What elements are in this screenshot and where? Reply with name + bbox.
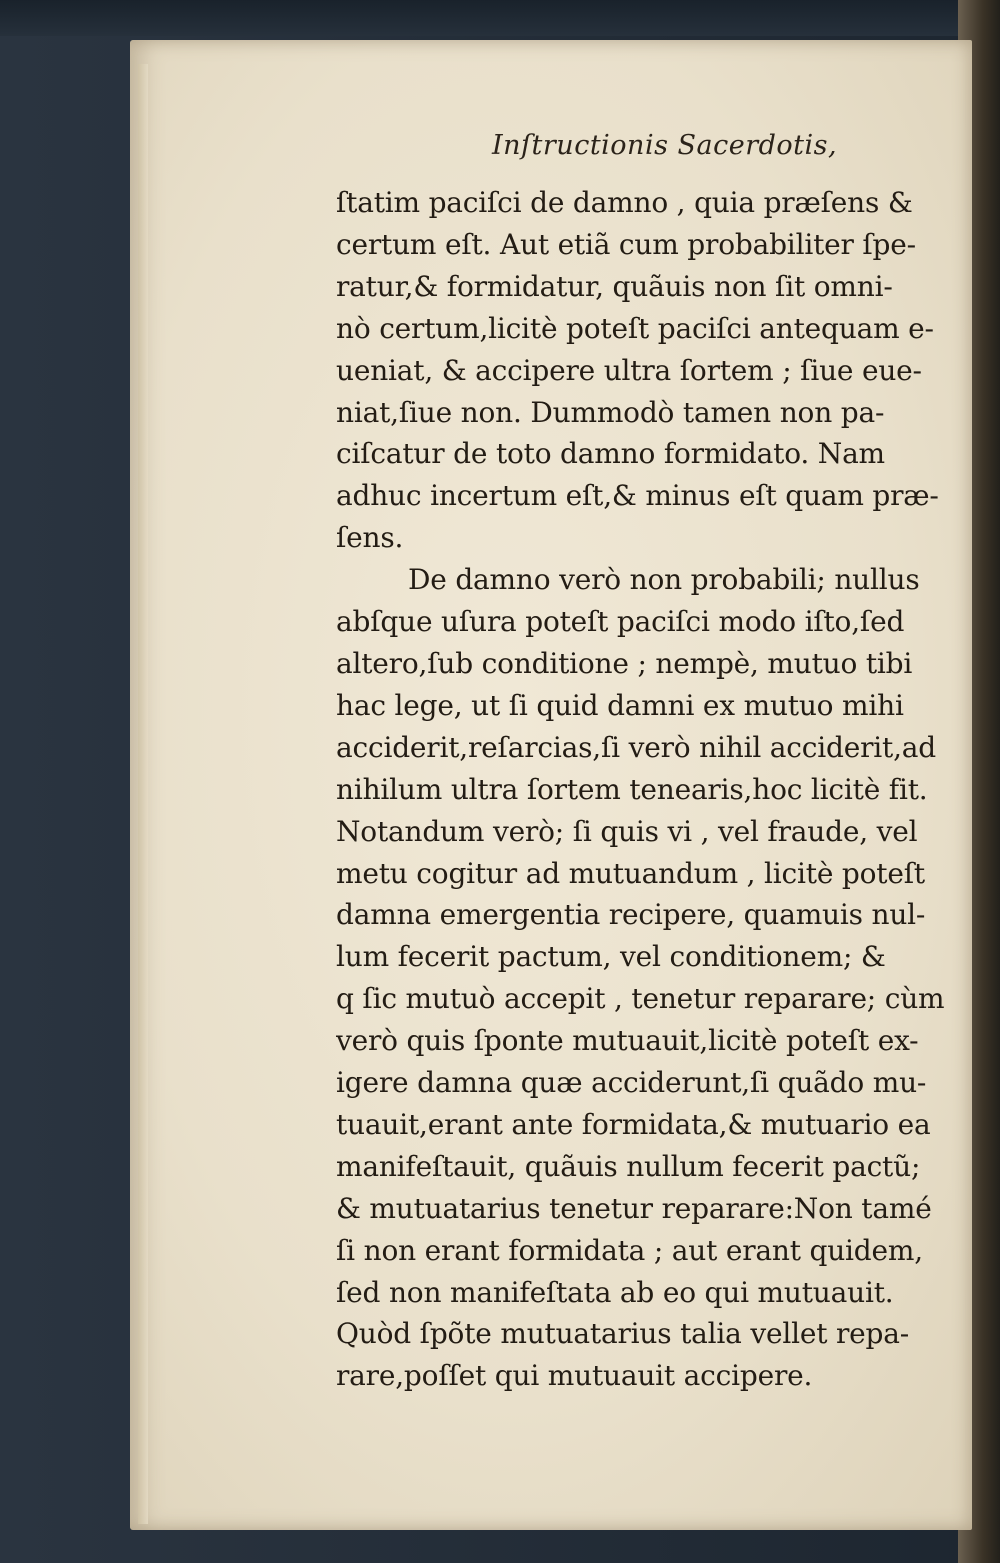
paragraph-first-line: De damno verò non probabili; nullus (408, 563, 920, 597)
text-line: acciderit,reſarcias,ſi verò nihil acciderit,ad (336, 730, 936, 764)
text-line: ciſcatur de toto damno formidato. Nam (336, 437, 885, 471)
text-line: hac lege, ut ſi quid damni ex mutuo mihi (336, 688, 904, 722)
text-line: niat,ſiue non. Dummodò tamen non pa- (336, 395, 885, 429)
text-line: q ſic mutuò accepit , tenetur reparare; cùm (336, 982, 945, 1016)
text-line: ſens. (336, 521, 404, 555)
text-line: ſi non erant formidata ; aut erant quidem, (336, 1233, 923, 1267)
text-line: & mutuatarius tenetur reparare:Non tamé (336, 1191, 932, 1225)
body-text (336, 182, 966, 1397)
text-line: damna emergentia recipere, quamuis nul- (336, 898, 926, 932)
text-line: certum eſt. Aut etiã cum probabiliter ſpe- (336, 227, 916, 261)
text-line: igere damna quæ acciderunt,ſi quãdo mu- (336, 1066, 927, 1100)
text-line: Notandum verò; ſi quis vi , vel fraude, vel (336, 814, 918, 848)
running-head: Inſtructionis Sacerdotis, (492, 130, 838, 161)
text-line: verò quis ſponte mutuauit,licitè poteſt ex- (336, 1024, 919, 1058)
text-line: ueniat, & accipere ultra ſortem ; ſiue eue- (336, 353, 922, 387)
text-line: nò certum,licitè poteſt paciſci antequam e- (336, 311, 934, 345)
page-gutter (138, 64, 148, 1524)
text-line: nihilum ultra ſortem tenearis,hoc licitè fit. (336, 772, 928, 806)
text-line: manifeſtauit, quãuis nullum fecerit pactũ; (336, 1149, 921, 1183)
text-line: abſque uſura poteſt paciſci modo iſto,ſed (336, 605, 905, 639)
text-line: ſtatim paciſci de damno , quia præſens & (336, 186, 913, 219)
text-line: Quòd ſpõte mutuatarius talia vellet repa- (336, 1317, 909, 1351)
text-line: tuauit,erant ante formidata,& mutuario ea (336, 1107, 931, 1141)
cover-board-top (0, 0, 1000, 36)
text-line: altero,ſub conditione ; nempè, mutuo tibi (336, 646, 913, 680)
text-line: ratur,& formidatur, quãuis non ſit omni- (336, 269, 893, 303)
text-line: lum fecerit pactum, vel conditionem; & (336, 940, 886, 974)
text-line: rare,poſſet qui mutuauit accipere. (336, 1359, 813, 1393)
text-line: adhuc incertum eſt,& minus eſt quam præ- (336, 479, 939, 513)
text-line: metu cogitur ad mutuandum , licitè poteſt (336, 856, 925, 890)
text-line: ſed non manifeſtata ab eo qui mutuauit. (336, 1275, 894, 1309)
